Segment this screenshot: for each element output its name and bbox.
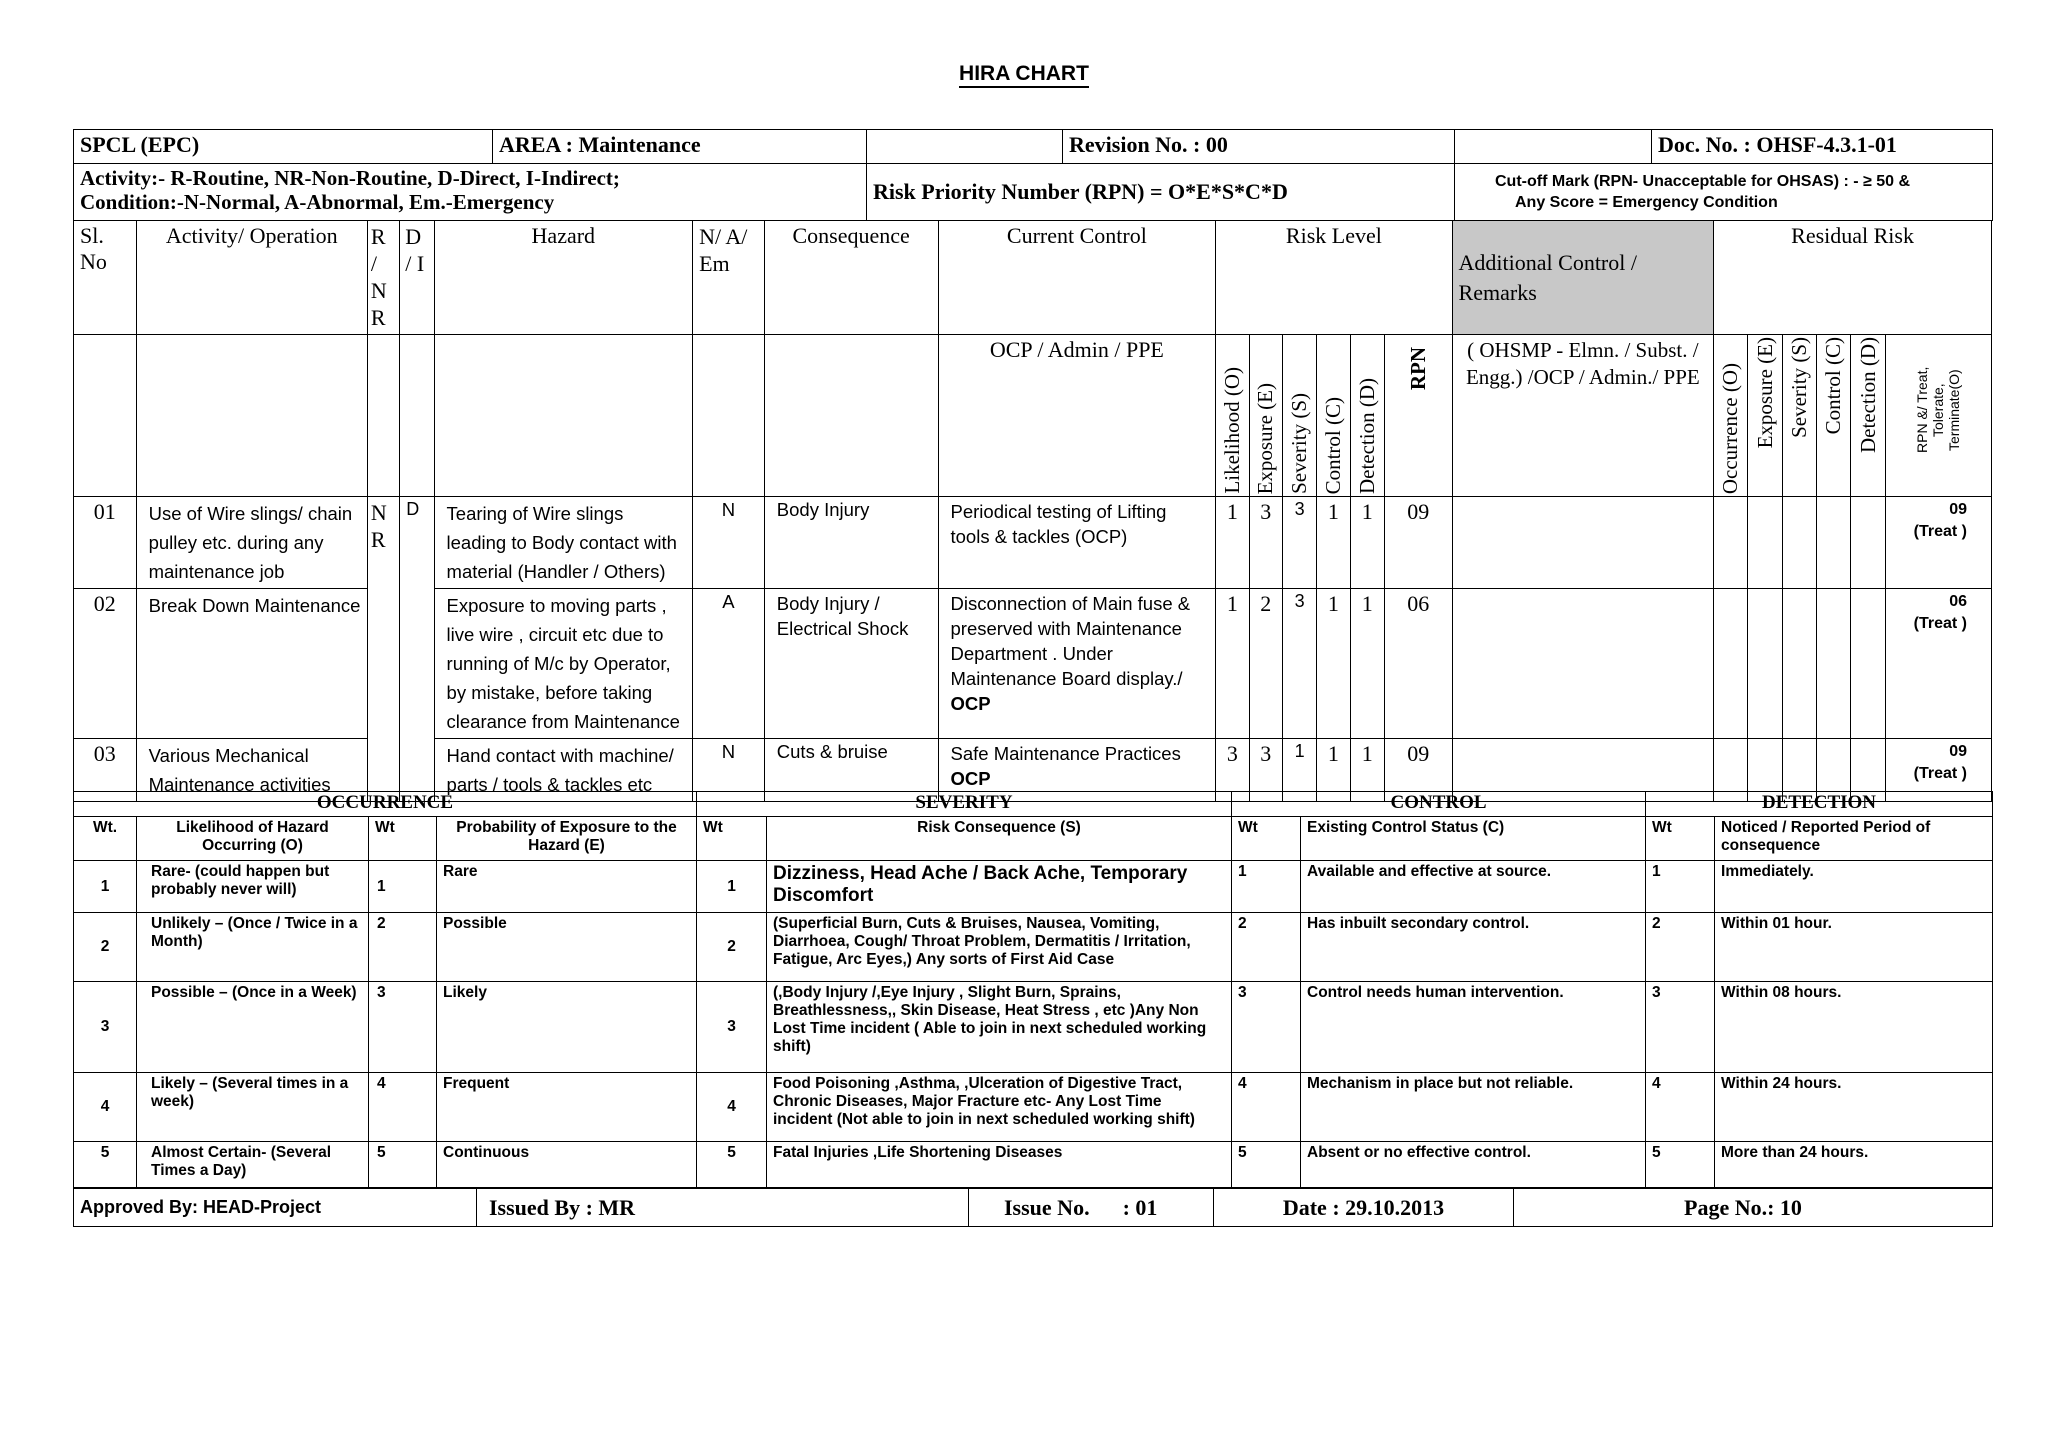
table-row: 02 Break Down Maintenance Exposure to moving parts , live wire , circuit etc due to running of M/c by Operator, by mistake, before taking clearance from Maintenance A Body Injury / Electrical Shock Disconnection of Main fuse & preserved with Maintenance Department . Under Maintenance Board display./ OCP 1 2 3 1 1 06 06 (Treat ) bbox=[74, 589, 1992, 739]
col-r-exposure: Exposure (E) bbox=[1752, 337, 1777, 449]
doc-number: Doc. No. : OHSF-4.3.1-01 bbox=[1652, 130, 1993, 164]
issued-by: Issued By : MR bbox=[477, 1189, 969, 1227]
col-severity: Severity (S) bbox=[1287, 393, 1312, 494]
severity-title: SEVERITY bbox=[697, 792, 1232, 817]
footer-table bbox=[73, 1188, 1993, 1227]
col-activity: Activity/ Operation bbox=[136, 221, 367, 335]
rpn-formula: Risk Priority Number (RPN) = O*E*S*C*D bbox=[867, 164, 1455, 221]
legend-row: 4 Likely – (Several times in a week) 4 Frequent 4 Food Poisoning ,Asthma, ,Ulceration of Digestive Tract, Chronic Diseases, Major Fracture etc- Any Lost Time incident (Not able to join in next scheduled working shift) 4 Mechanism in place but not reliable. 4 Within 24 hours. bbox=[74, 1073, 1993, 1142]
col-r-severity: Severity (S) bbox=[1786, 337, 1811, 438]
legend-row: 5 Almost Certain- (Several Times a Day) 5 Continuous 5 Fatal Injuries ,Life Shortening Diseases 5 Absent or no effective control. 5 More than 24 hours. bbox=[74, 1142, 1993, 1188]
detection-title: DETECTION bbox=[1646, 792, 1993, 817]
col-hazard: Hazard bbox=[434, 221, 693, 335]
table-row: 01 Use of Wire slings/ chain pulley etc. during any maintenance job N R D Tearing of Wire slings leading to Body contact with material (Handler / Others) N Body Injury Periodical testing of Lifting tools & tackles (OCP) 1 3 3 1 1 09 09 (Treat ) bbox=[74, 497, 1992, 589]
col-occurrence: Occurrence (O) bbox=[1718, 362, 1743, 494]
col-rpn: RPN bbox=[1405, 347, 1430, 391]
col-r-detection: Detection (D) bbox=[1855, 337, 1880, 454]
col-current-control: Current Control bbox=[938, 221, 1216, 335]
occurrence-title: OCCURRENCE bbox=[74, 792, 697, 817]
area-label: AREA : Maintenance bbox=[493, 130, 867, 164]
col-detection: Detection (D) bbox=[1354, 377, 1379, 494]
rating-legend-table: OCCURRENCE SEVERITY CONTROL DETECTION Wt. Likelihood of Hazard Occurring (O) Wt Probability of Exposure to the Hazard (E) Wt Risk Consequence (S) Wt Existing Control Status (C) Wt Noticed / Reported Period of consequence 1 Rare- (could happen but probably never will) 1 Rare 1 Dizziness, Head Ache / Back Ache, Temporary Discomfort 1 Available and effective at source. 1 Immediately. 2 Unlikely – (Once / Twice in a Month) 2 Possible 2 (Superficial Burn, Cuts & Bruises, Nausea, Vomiting, Diarrhoea, Cough/ Throat Problem, Dermatitis / Irritation, Fatigue, Arc Eyes,) Any sorts of First Aid Case 2 Has inbuilt secondary control. 2 Within 01 hour. 3 Possible – (Once in a Week) 3 Likely 3 (,Body Injury /,Eye Injury , Slight Burn, Sprains, Breathlessness,, Skin Disease, Heat Stress , etc )Any Non Lost Time incident ( Able to join in next scheduled working shift) 3 Control needs human intervention. 3 Within 08 hours. 4 Likely – (Several times in a week) 4 Frequent 4 Food Poisoning ,Asthma, ,Ulceration of Digestive Tract, Chronic Diseases, Major Fracture etc- Any Lost Time incident (Not able to join in next scheduled working shift) 4 Mechanism in place but not reliable. 4 Within 24 hours. 5 Almost Certain- (Several Times a Day) 5 Continuous 5 Fatal Injuries ,Life Shortening Diseases 5 Absent or no effective control. 5 More than 24 hours. bbox=[73, 791, 1993, 1188]
col-r-control: Control (C) bbox=[1821, 337, 1846, 435]
control-title: CONTROL bbox=[1232, 792, 1646, 817]
col-residual-risk: Residual Risk bbox=[1714, 221, 1992, 335]
col-condition: N/ A/ Em bbox=[693, 221, 765, 335]
company-name: SPCL (EPC) bbox=[74, 130, 493, 164]
col-rnr: R / N R bbox=[367, 221, 399, 335]
page-number: Page No.: 10 bbox=[1514, 1189, 1993, 1227]
page-title: HIRA CHART bbox=[0, 62, 2048, 86]
issue-number: Issue No. : 01 bbox=[969, 1189, 1214, 1227]
table-row: 03 Various Mechanical Maintenance activities Hand contact with machine/ parts / tools & tackles etc N Cuts & bruise Safe Maintenance Practices OCP 3 3 1 1 1 09 09 (Treat ) bbox=[74, 739, 1992, 802]
legend-row: 3 Possible – (Once in a Week) 3 Likely 3 (,Body Injury /,Eye Injury , Slight Burn, Sprains, Breathlessness,, Skin Disease, Heat Stress , etc )Any Non Lost Time incident ( Able to join in next scheduled working shift) 3 Control needs human intervention. 3 Within 08 hours. bbox=[74, 982, 1993, 1073]
col-ohsmp: ( OHSMP - Elmn. / Subst. / Engg.) /OCP / Admin./ PPE bbox=[1452, 335, 1714, 497]
legend-row: 1 Rare- (could happen but probably never will) 1 Rare 1 Dizziness, Head Ache / Back Ache, Temporary Discomfort 1 Available and effective at source. 1 Immediately. bbox=[74, 861, 1993, 913]
col-likelihood: Likelihood (O) bbox=[1219, 367, 1244, 494]
col-di: D / I bbox=[400, 221, 434, 335]
col-additional-control: Additional Control / Remarks bbox=[1452, 221, 1714, 335]
col-ocp-admin-ppe: OCP / Admin / PPE bbox=[938, 335, 1216, 497]
approved-by: Approved By: HEAD-Project bbox=[74, 1189, 477, 1227]
col-risk-level: Risk Level bbox=[1216, 221, 1452, 335]
activity-legend: Activity:- R-Routine, NR-Non-Routine, D-Direct, I-Indirect; Condition:-N-Normal, A-Abnormal, Em.-Emergency bbox=[74, 164, 867, 221]
col-exposure: Exposure (E) bbox=[1253, 382, 1278, 494]
revision-label: Revision No. : 00 bbox=[1063, 130, 1455, 164]
hira-table bbox=[73, 220, 1992, 802]
header-table bbox=[73, 129, 1993, 221]
col-rpn-treat: RPN &/ Treat, Tolerate, Terminate(O) bbox=[1914, 366, 1963, 454]
col-consequence: Consequence bbox=[764, 221, 938, 335]
cutoff-note: Cut-off Mark (RPN- Unacceptable for OHSAS) : - ≥ 50 & Any Score = Emergency Condition bbox=[1455, 164, 1993, 221]
legend-row: 2 Unlikely – (Once / Twice in a Month) 2 Possible 2 (Superficial Burn, Cuts & Bruises, Nausea, Vomiting, Diarrhoea, Cough/ Throat Problem, Dermatitis / Irritation, Fatigue, Arc Eyes,) Any sorts of First Aid Case 2 Has inbuilt secondary control. 2 Within 01 hour. bbox=[74, 913, 1993, 982]
issue-date: Date : 29.10.2013 bbox=[1214, 1189, 1514, 1227]
col-sl-no: Sl. No bbox=[74, 221, 137, 335]
col-control: Control (C) bbox=[1320, 396, 1345, 494]
